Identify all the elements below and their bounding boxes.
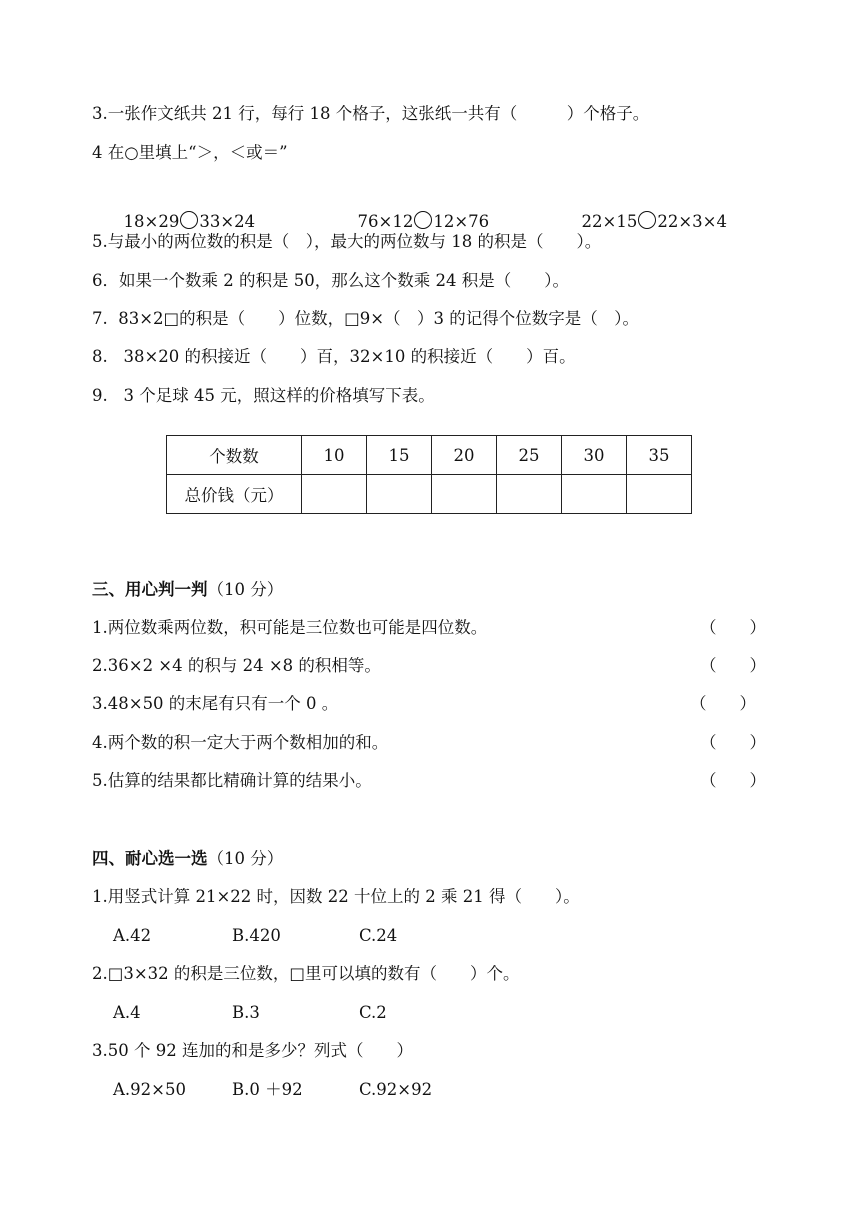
table-cell-price-input[interactable] [562, 475, 627, 514]
table-cell-price-input[interactable] [432, 475, 497, 514]
choose-3-option-c[interactable]: C.92×92 [359, 1080, 433, 1099]
compare-3-left: 22×15 [581, 212, 638, 231]
compare-1 [113, 186, 255, 234]
compare-1-left: 18×29 [123, 212, 180, 231]
table-cell-price-input[interactable] [497, 475, 562, 514]
judge-answer-2[interactable]: （ ） [700, 656, 766, 675]
table-cell-price-input[interactable] [627, 475, 692, 514]
table-cell-count-label: 个数数 [167, 436, 302, 475]
table-cell-count: 10 [302, 436, 367, 475]
choose-question-1: 1.用竖式计算 21×22 时，因数 22 十位上的 2 乘 21 得（ ）。 [92, 887, 580, 906]
choose-1-option-a[interactable]: A.42 [113, 926, 152, 945]
choose-2-option-b[interactable]: B.3 [232, 1003, 260, 1022]
judge-answer-5[interactable]: （ ） [700, 771, 766, 790]
choose-3-option-a[interactable]: A.92×50 [113, 1080, 186, 1099]
choose-1-option-b[interactable]: B.420 [232, 926, 281, 945]
section-choose-score: （10 分） [207, 849, 284, 868]
section-judge-score: （10 分） [207, 580, 284, 599]
compare-2-right: 12×76 [433, 212, 490, 231]
compare-2-left: 76×12 [357, 212, 414, 231]
table-row [167, 436, 692, 475]
judge-item-5: 5.估算的结果都比精确计算的结果小。 [92, 771, 372, 790]
question-4: 4 在○里填上“＞，＜或＝” [92, 143, 288, 162]
choose-2-option-c[interactable]: C.2 [359, 1003, 387, 1022]
judge-item-4: 4.两个数的积一定大于两个数相加的和。 [92, 733, 389, 752]
compare-circle-icon[interactable] [180, 211, 198, 229]
judge-answer-1[interactable]: （ ） [700, 618, 766, 637]
question-9: 9. 3 个足球 45 元，照这样的价格填写下表。 [92, 386, 435, 405]
compare-2 [347, 186, 489, 234]
choose-3-option-b[interactable]: B.0 ＋92 [232, 1080, 303, 1099]
table-cell-count: 25 [497, 436, 562, 475]
table-cell-price-label: 总价钱（元） [167, 475, 302, 514]
choose-question-3: 3.50 个 92 连加的和是多少？列式（ ） [92, 1041, 413, 1060]
choose-1-option-c[interactable]: C.24 [359, 926, 398, 945]
table-cell-price-input[interactable] [367, 475, 432, 514]
judge-item-1: 1.两位数乘两位数，积可能是三位数也可能是四位数。 [92, 618, 488, 637]
compare-3 [571, 186, 727, 234]
judge-answer-3[interactable]: （ ） [690, 694, 756, 713]
choose-question-2: 2.□3×32 的积是三位数，□里可以填的数有（ ）个。 [92, 964, 520, 983]
question-6: 6．如果一个数乘 2 的积是 50，那么这个数乘 24 积是（ ）。 [92, 271, 569, 290]
price-table [166, 435, 692, 514]
compare-circle-icon[interactable] [414, 211, 432, 229]
question-3: 3.一张作文纸共 21 行，每行 18 个格子，这张纸一共有（ ）个格子。 [92, 104, 650, 123]
table-cell-count: 15 [367, 436, 432, 475]
table-cell-count: 30 [562, 436, 627, 475]
question-7: 7. 83×2□的积是（ ）位数，□9×（ ）3 的记得个位数字是（ ）。 [92, 309, 640, 328]
section-judge-heading [92, 578, 283, 602]
judge-answer-4[interactable]: （ ） [700, 733, 766, 752]
question-8: 8. 38×20 的积接近（ ）百，32×10 的积接近（ ）百。 [92, 347, 576, 366]
judge-item-2: 2.36×2 ×4 的积与 24 ×8 的积相等。 [92, 656, 381, 675]
question-5: 5.与最小的两位数的积是（ ），最大的两位数与 18 的积是（ ）。 [92, 232, 602, 251]
compare-circle-icon[interactable] [638, 211, 656, 229]
table-cell-count: 35 [627, 436, 692, 475]
section-choose-title: 四、耐心选一选 [92, 849, 208, 868]
section-judge-title: 三、用心判一判 [92, 580, 208, 599]
compare-3-right: 22×3×4 [657, 212, 727, 231]
choose-2-option-a[interactable]: A.4 [113, 1003, 141, 1022]
table-cell-count: 20 [432, 436, 497, 475]
judge-item-3: 3.48×50 的末尾有只有一个 0 。 [92, 694, 339, 713]
table-row [167, 475, 692, 514]
compare-1-right: 33×24 [199, 212, 256, 231]
section-choose-heading [92, 847, 283, 871]
table-cell-price-input[interactable] [302, 475, 367, 514]
